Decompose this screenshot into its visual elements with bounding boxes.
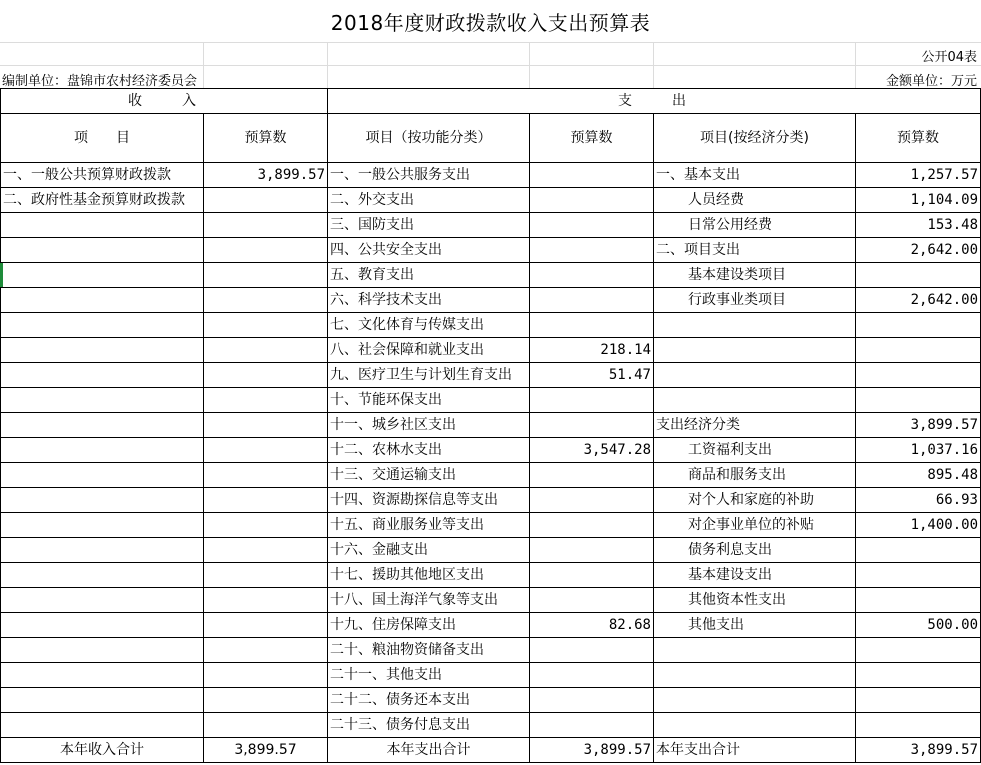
func-budget-cell[interactable]: 218.14 [530,338,654,363]
func-item-cell[interactable]: 二十、粮油物资储备支出 [328,638,530,663]
income-budget-cell[interactable] [204,488,328,513]
table-row [1,588,981,613]
table-row [1,238,981,263]
econ-budget-cell[interactable] [856,638,981,663]
income-item-cell[interactable] [1,588,204,613]
income-total-label[interactable]: 本年收入合计 [1,738,204,763]
table-row [1,188,981,213]
income-item-cell[interactable] [1,638,204,663]
econ-item-cell[interactable] [654,338,856,363]
income-item-cell[interactable] [1,313,204,338]
col-header-econ: 项目(按经济分类) [654,114,856,163]
income-budget-cell[interactable] [204,388,328,413]
income-budget-cell[interactable] [204,313,328,338]
func-item-cell[interactable]: 二十一、其他支出 [328,663,530,688]
econ-budget-cell[interactable] [856,388,981,413]
econ-item-cell[interactable]: 债务利息支出 [654,538,856,563]
gridline [203,42,204,88]
income-item-cell[interactable] [1,513,204,538]
func-item-cell[interactable]: 二十三、债务付息支出 [328,713,530,738]
econ-item-cell[interactable] [654,388,856,413]
func-budget-cell[interactable] [530,538,654,563]
income-item-cell[interactable] [1,713,204,738]
func-item-cell[interactable]: 十二、农林水支出 [328,438,530,463]
econ-budget-cell[interactable] [856,538,981,563]
gridline [855,42,856,88]
func-item-cell[interactable]: 十六、金融支出 [328,538,530,563]
page-title: 2018年度财政拨款收入支出预算表 [330,10,651,35]
income-item-cell[interactable] [1,363,204,388]
income-item-cell[interactable] [1,688,204,713]
econ-item-cell[interactable]: 基本建设类项目 [654,263,856,288]
table-row [1,613,981,638]
func-item-cell[interactable]: 七、文化体育与传媒支出 [328,313,530,338]
budget-table [0,88,981,763]
table-row [1,563,981,588]
econ-item-cell[interactable] [654,688,856,713]
func-budget-cell[interactable] [530,163,654,188]
income-item-cell[interactable] [1,238,204,263]
income-budget-cell[interactable] [204,613,328,638]
econ-budget-cell[interactable] [856,363,981,388]
func-item-cell[interactable]: 五、教育支出 [328,263,530,288]
econ-item-cell[interactable] [654,713,856,738]
func-item-cell[interactable]: 八、社会保障和就业支出 [328,338,530,363]
func-item-cell[interactable]: 十五、商业服务业等支出 [328,513,530,538]
func-item-cell[interactable]: 六、科学技术支出 [328,288,530,313]
income-item-cell[interactable] [1,538,204,563]
func-budget-cell[interactable] [530,188,654,213]
income-item-cell[interactable]: 一、一般公共预算财政拨款 [1,163,204,188]
func-total-label[interactable]: 本年支出合计 [328,738,530,763]
income-item-cell[interactable] [1,338,204,363]
income-budget-cell[interactable] [204,588,328,613]
econ-item-cell[interactable]: 其他支出 [654,613,856,638]
func-budget-cell[interactable] [530,488,654,513]
income-budget-cell[interactable] [204,213,328,238]
func-item-cell[interactable]: 二、外交支出 [328,188,530,213]
func-budget-cell[interactable] [530,263,654,288]
income-item-cell[interactable] [1,413,204,438]
table-row [1,288,981,313]
income-item-cell[interactable] [1,563,204,588]
econ-budget-cell[interactable] [856,713,981,738]
expense-section-header: 支 出 [328,89,981,114]
func-item-cell[interactable]: 十三、交通运输支出 [328,463,530,488]
econ-budget-cell[interactable]: 2,642.00 [856,238,981,263]
table-row [1,438,981,463]
func-budget-cell[interactable] [530,213,654,238]
econ-item-cell[interactable]: 基本建设支出 [654,563,856,588]
econ-item-cell[interactable]: 一、基本支出 [654,163,856,188]
func-budget-cell[interactable] [530,238,654,263]
econ-budget-cell[interactable]: 3,899.57 [856,413,981,438]
econ-budget-cell[interactable] [856,563,981,588]
table-row [1,663,981,688]
func-item-cell[interactable]: 十、节能环保支出 [328,388,530,413]
table-row [1,488,981,513]
col-header-func: 项目（按功能分类） [328,114,530,163]
income-budget-cell[interactable] [204,238,328,263]
income-budget-cell[interactable] [204,688,328,713]
econ-item-cell[interactable] [654,313,856,338]
income-item-cell[interactable] [1,263,204,288]
income-budget-cell[interactable] [204,463,328,488]
gridline [653,42,654,88]
econ-item-cell[interactable]: 人员经费 [654,188,856,213]
income-budget-cell[interactable] [204,338,328,363]
table-row [1,388,981,413]
func-budget-cell[interactable] [530,313,654,338]
col-header-item: 项 目 [1,114,204,163]
income-item-cell[interactable] [1,488,204,513]
econ-budget-cell[interactable] [856,338,981,363]
income-budget-cell[interactable] [204,663,328,688]
gridline [0,65,981,66]
func-budget-cell[interactable] [530,563,654,588]
func-item-cell[interactable]: 十一、城乡社区支出 [328,413,530,438]
table-row [1,313,981,338]
func-item-cell[interactable]: 十九、住房保障支出 [328,613,530,638]
income-total-value[interactable]: 3,899.57 [204,738,328,763]
econ-budget-cell[interactable]: 500.00 [856,613,981,638]
table-row [1,213,981,238]
econ-item-cell[interactable]: 二、项目支出 [654,238,856,263]
income-budget-cell[interactable] [204,363,328,388]
econ-item-cell[interactable]: 日常公用经费 [654,213,856,238]
func-budget-cell[interactable] [530,288,654,313]
econ-budget-cell[interactable] [856,688,981,713]
table-row [1,413,981,438]
col-header-budget2: 预算数 [530,114,654,163]
cell-selection-marker [0,263,3,287]
func-budget-cell[interactable] [530,688,654,713]
econ-item-cell[interactable]: 对个人和家庭的补助 [654,488,856,513]
income-item-cell[interactable] [1,288,204,313]
func-item-cell[interactable]: 四、公共安全支出 [328,238,530,263]
econ-item-cell[interactable] [654,363,856,388]
col-header-budget3: 预算数 [856,114,981,163]
econ-budget-cell[interactable]: 1,104.09 [856,188,981,213]
func-budget-cell[interactable] [530,588,654,613]
income-item-cell[interactable] [1,463,204,488]
func-budget-cell[interactable] [530,513,654,538]
gridline [327,42,328,88]
econ-budget-cell[interactable] [856,663,981,688]
income-item-cell[interactable]: 二、政府性基金预算财政拨款 [1,188,204,213]
table-row [1,163,981,188]
table-row [1,688,981,713]
func-item-cell[interactable]: 十四、资源勘探信息等支出 [328,488,530,513]
econ-item-cell[interactable]: 其他资本性支出 [654,588,856,613]
func-budget-cell[interactable] [530,463,654,488]
income-item-cell[interactable] [1,388,204,413]
func-item-cell[interactable]: 十七、援助其他地区支出 [328,563,530,588]
table-row [1,538,981,563]
econ-item-cell[interactable]: 工资福利支出 [654,438,856,463]
func-item-cell[interactable]: 一、一般公共服务支出 [328,163,530,188]
econ-budget-cell[interactable]: 153.48 [856,213,981,238]
econ-budget-cell[interactable]: 66.93 [856,488,981,513]
income-budget-cell[interactable] [204,638,328,663]
gridline [0,42,981,43]
income-item-cell[interactable] [1,438,204,463]
col-header-budget: 预算数 [204,114,328,163]
income-budget-cell[interactable] [204,513,328,538]
func-budget-cell[interactable] [530,663,654,688]
func-budget-cell[interactable] [530,388,654,413]
compiling-unit: 编制单位：盘锦市农村经济委员会 [2,74,198,89]
func-budget-cell[interactable] [530,638,654,663]
func-item-cell[interactable]: 九、医疗卫生与计划生育支出 [328,363,530,388]
econ-budget-cell[interactable]: 2,642.00 [856,288,981,313]
totals-row [1,738,981,763]
income-budget-cell[interactable] [204,563,328,588]
func-budget-cell[interactable]: 51.47 [530,363,654,388]
func-item-cell[interactable]: 二十二、债务还本支出 [328,688,530,713]
func-budget-cell[interactable] [530,713,654,738]
income-budget-cell[interactable] [204,188,328,213]
income-item-cell[interactable] [1,613,204,638]
func-budget-cell[interactable]: 82.68 [530,613,654,638]
income-budget-cell[interactable]: 3,899.57 [204,163,328,188]
income-item-cell[interactable] [1,663,204,688]
table-row [1,713,981,738]
econ-item-cell[interactable] [654,663,856,688]
income-budget-cell[interactable] [204,288,328,313]
header-row-sections [1,89,981,114]
econ-budget-cell[interactable] [856,263,981,288]
income-budget-cell[interactable] [204,263,328,288]
econ-budget-cell[interactable]: 1,400.00 [856,513,981,538]
income-budget-cell[interactable] [204,713,328,738]
table-row [1,513,981,538]
func-budget-cell[interactable] [530,413,654,438]
econ-budget-cell[interactable]: 1,037.16 [856,438,981,463]
amount-unit: 金额单位：万元 [885,74,977,89]
func-total-value[interactable]: 3,899.57 [530,738,654,763]
income-budget-cell[interactable] [204,438,328,463]
econ-total-label[interactable]: 本年支出合计 [654,738,856,763]
econ-item-cell[interactable]: 对企事业单位的补贴 [654,513,856,538]
econ-item-cell[interactable] [654,638,856,663]
econ-budget-cell[interactable] [856,588,981,613]
econ-budget-cell[interactable]: 1,257.57 [856,163,981,188]
func-item-cell[interactable]: 十八、国土海洋气象等支出 [328,588,530,613]
econ-item-cell[interactable]: 支出经济分类 [654,413,856,438]
table-row [1,338,981,363]
form-code: 公开04表 [921,50,977,65]
income-budget-cell[interactable] [204,413,328,438]
econ-item-cell[interactable]: 商品和服务支出 [654,463,856,488]
econ-item-cell[interactable]: 行政事业类项目 [654,288,856,313]
func-budget-cell[interactable]: 3,547.28 [530,438,654,463]
func-item-cell[interactable]: 三、国防支出 [328,213,530,238]
table-row [1,638,981,663]
econ-budget-cell[interactable] [856,313,981,338]
income-item-cell[interactable] [1,213,204,238]
table-row [1,463,981,488]
header-row-columns [1,114,981,163]
gridline [529,42,530,88]
econ-total-value[interactable]: 3,899.57 [856,738,981,763]
income-section-header: 收 入 [1,89,328,114]
table-row [1,263,981,288]
income-budget-cell[interactable] [204,538,328,563]
econ-budget-cell[interactable]: 895.48 [856,463,981,488]
table-row [1,363,981,388]
